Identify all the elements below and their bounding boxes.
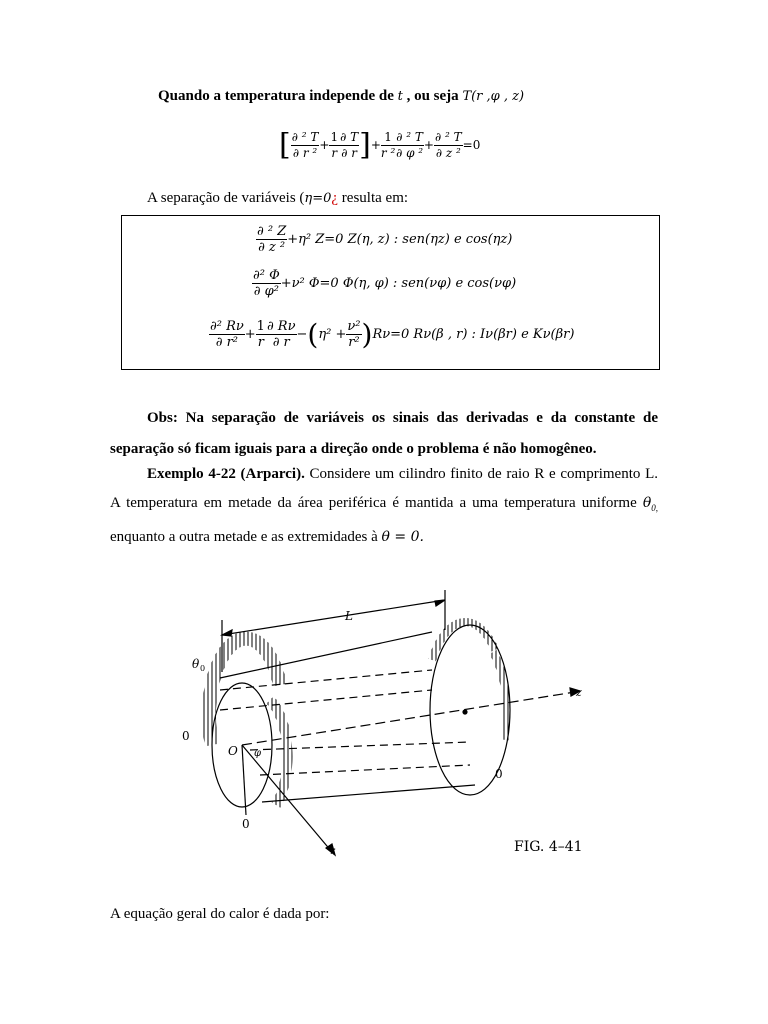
r-d3: ∂ r (272, 335, 290, 350)
r-paren-close: ) (361, 318, 373, 351)
eq1-n2: 1 (330, 130, 339, 144)
z-den: ∂ z ² (258, 240, 286, 255)
fig-zero-bottom: 0 (242, 817, 250, 831)
example-theta0: θ (642, 495, 652, 511)
eq1-n6: ∂ ² T (434, 130, 462, 144)
fig-O: O (228, 744, 238, 758)
fig-L: L (345, 609, 353, 623)
intro-mid: , ou seja (402, 88, 463, 104)
eq1-d1: ∂ r ² (292, 146, 318, 160)
r-d2: r (257, 335, 264, 350)
var-args: (r ,φ , z) (471, 89, 525, 104)
fig-r: r (330, 846, 335, 857)
fig-theta0-sub: 0 (200, 664, 206, 673)
eq1-d3: ∂ r (341, 146, 357, 160)
r-d4: r² (348, 335, 360, 350)
sep-eta: η=0 (304, 191, 332, 206)
example-paragraph (110, 460, 658, 552)
final-line: A equação geral do calor é dada por: (110, 906, 330, 922)
example-sub0: 0, (651, 503, 658, 513)
z-equation (256, 224, 512, 255)
r-n4: ν² (347, 319, 361, 334)
eq1-n1: ∂ ² T (291, 130, 319, 144)
example-title: Exemplo 4-22 (Arparci). (147, 466, 305, 482)
eq1-d5: ∂ φ ² (396, 146, 424, 160)
fig-phi: φ (254, 748, 262, 759)
r-minus: − (296, 327, 308, 342)
example-text1: Considere um cilindro finito de raio R e comprimento L. A temperatura em metade da área periférica é mantida a uma temperatura uniforme (110, 466, 658, 511)
fig-zero-right: 0 (495, 767, 503, 781)
laplace-equation: [ $\frac{\text{∂ ² T}}{\text{∂ r ²}}$ + $\frac{1}{r}$ $\frac{\partial T}{\partial r}$ ]+ $\frac{1}{\text{r ²}}$ $\frac{\text{∂ ² T}}{\text{∂ φ ²}}$ + $\frac{\text{∂ ² T}}{\text{∂ z ²}}$ =0 (279, 127, 481, 163)
intro-bold: Quando a temperatura independe de (158, 88, 398, 104)
r-d1: ∂ r² (215, 335, 239, 350)
eq1-d6: ∂ z ² (435, 146, 461, 160)
z-rest: +η² Z=0 Z(η, z) : sen(ηz) e cos(ηz) (287, 232, 513, 247)
cylinder-figure (170, 580, 600, 860)
r-paren-open: ( (307, 318, 319, 351)
eq1-d4: r ² (380, 146, 396, 160)
phi-rest: +ν² Φ=0 Φ(η, φ) : sen(νφ) e cos(νφ) (280, 276, 517, 291)
example-text2: enquanto a outra metade e as extremidades à (110, 529, 382, 545)
z-num: ∂ ² Z (257, 224, 287, 239)
fig-caption: FIG. 4–41 (514, 839, 583, 855)
eq1-n5: ∂ ² T (396, 130, 423, 144)
r-n2: 1 (256, 319, 265, 334)
phi-den: ∂ φ² (253, 284, 279, 299)
phi-num: ∂² Φ (253, 268, 280, 283)
eq1-rhs: =0 (462, 138, 481, 152)
r-n3: ∂ Rν (266, 319, 296, 334)
r-equation: $\frac{\text{∂² Rν}}{\text{∂ r²}}$ + $\frac{1}{r}$ $\frac{\partial R\nu}{\partial r}$ −(η² + $\frac{\text{ν²}}{\text{r²}}$ )Rν=0 Rν(β , r) : Iν(βr) e Kν(βr) (210, 318, 575, 351)
fig-zero-left: 0 (182, 729, 190, 743)
eq1-n3: ∂ T (340, 130, 359, 144)
example-theta-eq: θ = 0. (381, 529, 424, 545)
separated-equations-box (121, 215, 660, 370)
separation-sentence (147, 188, 408, 209)
r-rest: Rν=0 Rν(β , r) : Iν(βr) e Kν(βr) (372, 327, 575, 342)
obs-paragraph: Obs: Na separação de variáveis os sinais das derivadas e da constante de separação só ficam iguais para a direção onde o problema é não homogêneo. (110, 410, 658, 457)
var-t: t (397, 89, 403, 104)
eq1-d2: r (331, 146, 338, 160)
fig-z: z (576, 686, 582, 699)
sep-post: resulta em: (338, 190, 409, 206)
eq1-n4: 1 (381, 130, 395, 146)
intro-line (158, 86, 524, 107)
r-n1: ∂² Rν (210, 319, 244, 334)
r-eta2: η² + (318, 327, 347, 342)
sep-pre: A separação de variáveis ( (147, 190, 305, 206)
sep-q: ¿ (331, 190, 339, 206)
phi-equation (252, 268, 516, 299)
var-T: T (462, 89, 472, 104)
fig-theta0: θ (192, 657, 200, 671)
